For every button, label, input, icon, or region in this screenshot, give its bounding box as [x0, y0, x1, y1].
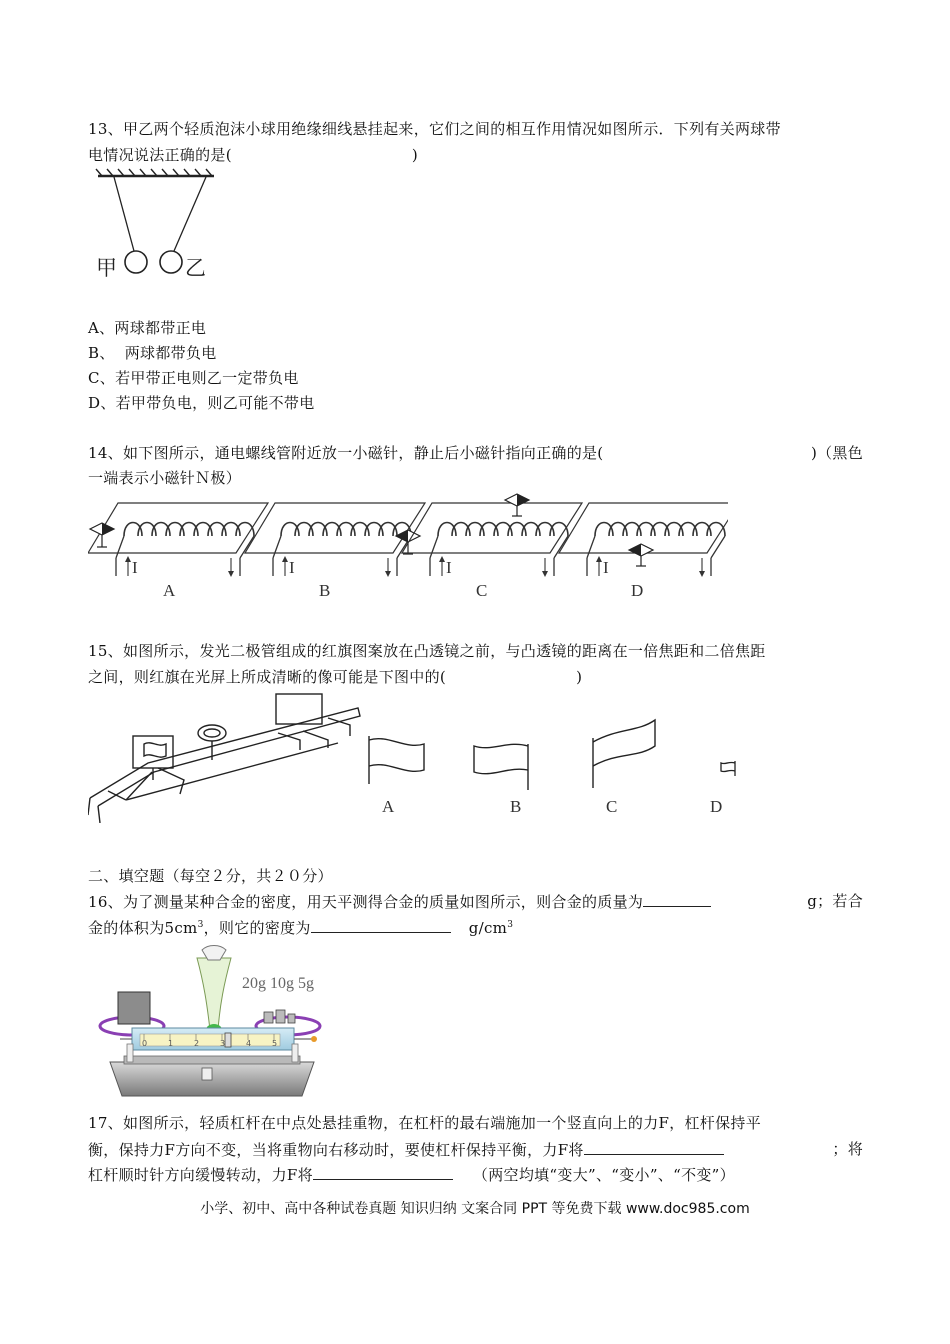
svg-text:0: 0: [142, 1039, 148, 1048]
q15-choice-c-figure: [593, 720, 655, 816]
label-jia: 甲: [96, 256, 117, 280]
svg-text:1: 1: [168, 1039, 174, 1048]
q13-option-b: B、 两球都带负电: [88, 344, 217, 362]
q17-blank-2[interactable]: [313, 1164, 453, 1180]
q15-line2: 之间，则红旗在光屏上所成清晰的像可能是下图中的( ): [88, 668, 583, 686]
q13-option-c: C、若甲带正电则乙一定带负电: [88, 369, 299, 387]
svg-text:5: 5: [272, 1039, 278, 1048]
q13-option-a: A、两球都带正电: [88, 319, 207, 337]
q17-line2: 衡，保持力F方向不变，当将重物向右移动时，要使杠杆保持平衡，力F将 ；将: [88, 1140, 863, 1159]
q14-choice-b-figure: [245, 503, 425, 600]
q14-choice-b-label: B: [319, 581, 331, 600]
section2-title: 二、填空题（每空２分，共２０分）: [88, 867, 333, 885]
q15-choice-c-label: C: [606, 797, 618, 816]
svg-text:3: 3: [220, 1039, 226, 1048]
q13-figure: [88, 166, 228, 286]
q15-choice-a-label: A: [382, 797, 395, 816]
q14-figure: [88, 488, 728, 603]
current-label-d: I: [603, 558, 609, 577]
q17-blank-1[interactable]: [584, 1139, 724, 1155]
q16-blank-mass[interactable]: [643, 891, 711, 907]
weights-label: 20g 10g 5g: [242, 975, 314, 992]
q13-option-d: D、若甲带负电，则乙可能不带电: [88, 394, 315, 412]
q16-blank-density[interactable]: [311, 917, 451, 933]
q14-line2: 一端表示小磁针Ｎ极）: [88, 469, 242, 487]
q14-choice-a-label: A: [163, 581, 176, 600]
q14-line1: 14、如下图所示，通电螺线管附近放一小磁针，静止后小磁针指向正确的是( )（黑色: [88, 444, 863, 462]
q13-line2: 电情况说法正确的是( ): [88, 146, 419, 164]
q15-choice-b-figure: [474, 744, 528, 816]
q16-balance-figure: [92, 944, 342, 1102]
q14-choice-c-figure: [402, 494, 582, 600]
page-footer: 小学、初中、高中各种试卷真题 知识归纳 文案合同 PPT 等免费下载 www.doc985.com: [200, 1201, 750, 1217]
current-label-c: I: [446, 558, 452, 577]
current-label-b: I: [289, 558, 295, 577]
q15-choice-a-figure: [369, 736, 424, 816]
q14-choice-a-figure: [88, 503, 268, 600]
svg-text:2: 2: [194, 1039, 200, 1048]
q16-line2: 金的体积为$5cm^3$，则它的密度为 $g/cm^3$: [88, 919, 514, 937]
q16-line1: 16、为了测量某种合金的密度，用天平测得合金的质量如图所示，则合金的质量为 g；若合: [88, 892, 863, 911]
q15-line1: 15、如图所示，发光二极管组成的红旗图案放在凸透镜之前，与凸透镜的距离在一倍焦距和二倍焦距: [88, 642, 766, 660]
label-yi: 乙: [185, 256, 206, 280]
q17-line1: 17、如图所示，轻质杠杆在中点处悬挂重物，在杠杆的最右端施加一个竖直向上的力F，杠杆保持平: [88, 1114, 761, 1132]
current-label-a: I: [132, 558, 138, 577]
q14-choice-d-label: D: [631, 581, 644, 600]
q15-choice-d-label: D: [710, 797, 723, 816]
q15-choice-b-label: B: [510, 797, 522, 816]
q13-line1: 13、甲乙两个轻质泡沫小球用绝缘细线悬挂起来，它们之间的相互作用情况如图所示．下列有关两球带: [88, 120, 781, 138]
svg-text:4: 4: [246, 1039, 252, 1048]
q14-choice-c-label: C: [476, 581, 488, 600]
q15-figure: [88, 688, 758, 823]
q17-line3: 杠杆顺时针方向缓慢转动，力F将 （两空均填“变大”、“变小”、“不变”）: [88, 1166, 735, 1184]
q15-choice-d-figure: [710, 761, 735, 816]
q14-choice-d-figure: [559, 503, 728, 600]
